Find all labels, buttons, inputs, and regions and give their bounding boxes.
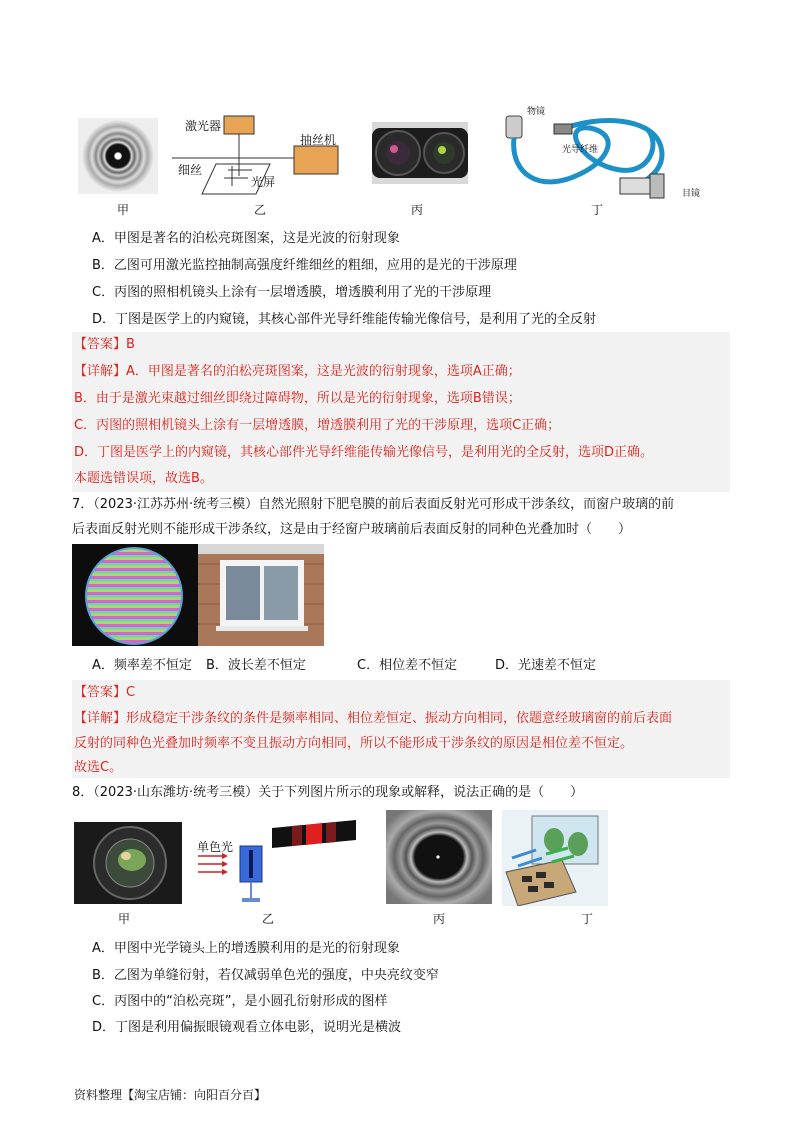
q8-option-c: C．丙图中的“泊松亮斑”，是小圆孔衍射形成的图样 — [92, 994, 388, 1009]
q8-option-d: D．丁图是利用偏振眼镜观看立体电影，说明光是横波 — [92, 1020, 402, 1035]
fiber-label: 光导纤维 — [562, 145, 599, 155]
q8-label-ding: 丁 — [581, 912, 594, 926]
mono-light-label: 单色光 — [197, 840, 234, 854]
screen-label: 光屏 — [251, 175, 276, 189]
figure-label-jia: 甲 — [117, 203, 130, 217]
figure-label-ding: 丁 — [591, 203, 604, 217]
q6-detail-2: B．由于是激光束越过细丝即绕过障碍物，所以是光的衍射现象，选项B错误； — [74, 391, 521, 406]
soap-film-image — [72, 544, 198, 646]
wire-machine-label: 抽丝机 — [300, 133, 337, 147]
q6-option-d: D．丁图是医学上的内窥镜，其核心部件光导纤维能传输光像信号，是利用了光的全反射 — [92, 312, 597, 327]
q6-detail-3: C．丙图的照相机镜头上涂有一层增透膜，增透膜利用了光的干涉原理，选项C正确； — [74, 418, 561, 433]
poisson-spot-image — [78, 118, 158, 194]
figure-label-yi: 乙 — [254, 203, 267, 217]
q7-detail-1: 【详解】形成稳定干涉条纹的条件是频率相同、相位差恒定、振动方向相同，依题意经玻璃窗的前后表面 — [74, 711, 673, 726]
q7-option-a: A．频率差不恒定 — [92, 658, 192, 673]
q8-option-b: B．乙图为单缝衍射，若仅减弱单色光的强度，中央亮纹变窄 — [92, 968, 439, 983]
q8-option-a: A．甲图中光学镜头上的增透膜利用的是光的衍射现象 — [92, 941, 400, 956]
q7-option-d: D．光速差不恒定 — [495, 658, 597, 673]
q6-detail-4: D．丁图是医学上的内窥镜，其核心部件光导纤维能传输光像信号，是利用光的全反射，选项D正确。 — [74, 445, 654, 460]
figure-label-bing: 丙 — [411, 203, 424, 217]
q7-answer-box — [72, 680, 730, 778]
footer-source: 资料整理【淘宝店铺：向阳百分百】 — [74, 1088, 267, 1102]
q6-answer-box — [72, 332, 730, 492]
q6-option-b: B．乙图可用激光监控抽制高强度纤维细丝的粗细，应用的是光的干涉原理 — [92, 258, 517, 273]
camera-lens-image — [372, 122, 468, 184]
eyepiece-label: 目镜 — [682, 189, 701, 199]
laser-label: 激光器 — [185, 119, 222, 133]
q7-option-c: C．相位差不恒定 — [357, 658, 458, 673]
polarized-3d-movie-image — [502, 810, 608, 906]
q8-stem: 8．（2023·山东潍坊·统考三模）关于下列图片所示的现象或解释，说法正确的是（ ） — [72, 785, 584, 800]
q7-stem-line-1: 7．（2023·江苏苏州·统考三模）自然光照射下肥皂膜的前后表面反射光可形成干涉条纹，而窗户玻璃的前 — [72, 497, 675, 512]
q6-answer: 【答案】B — [74, 337, 135, 352]
q7-detail-3: 故选C。 — [74, 760, 123, 775]
q8-label-bing: 丙 — [433, 912, 446, 926]
q6-option-a: A．甲图是著名的泊松亮斑图案，这是光波的衍射现象 — [92, 231, 400, 246]
q8-label-yi: 乙 — [262, 912, 275, 926]
endoscope-diagram — [500, 104, 710, 200]
coated-lens-image — [74, 822, 182, 904]
objective-label: 物镜 — [527, 107, 546, 117]
q7-answer: 【答案】C — [74, 685, 136, 700]
window-image — [198, 544, 324, 646]
q7-option-b: B．波长差不恒定 — [206, 658, 306, 673]
q6-detail-5: 本题选错误项，故选B。 — [74, 471, 213, 486]
poisson-spot-image-2 — [386, 810, 492, 904]
q6-option-c: C．丙图的照相机镜头上涂有一层增透膜，增透膜利用了光的干涉原理 — [92, 285, 492, 300]
q7-stem-line-2: 后表面反射光则不能形成干涉条纹，这是由于经窗户玻璃前后表面反射的同种色光叠加时（ ） — [72, 522, 632, 537]
single-slit-diagram — [196, 820, 361, 910]
q6-detail-1: 【详解】A．甲图是著名的泊松亮斑图案，这是光波的衍射现象，选项A正确； — [74, 364, 521, 379]
wire-label: 细丝 — [178, 163, 203, 177]
q7-detail-2: 反射的同种色光叠加时频率不变且振动方向相同，所以不能形成干涉条纹的原因是相位差不恒定。 — [74, 736, 634, 751]
q8-label-jia: 甲 — [118, 912, 131, 926]
